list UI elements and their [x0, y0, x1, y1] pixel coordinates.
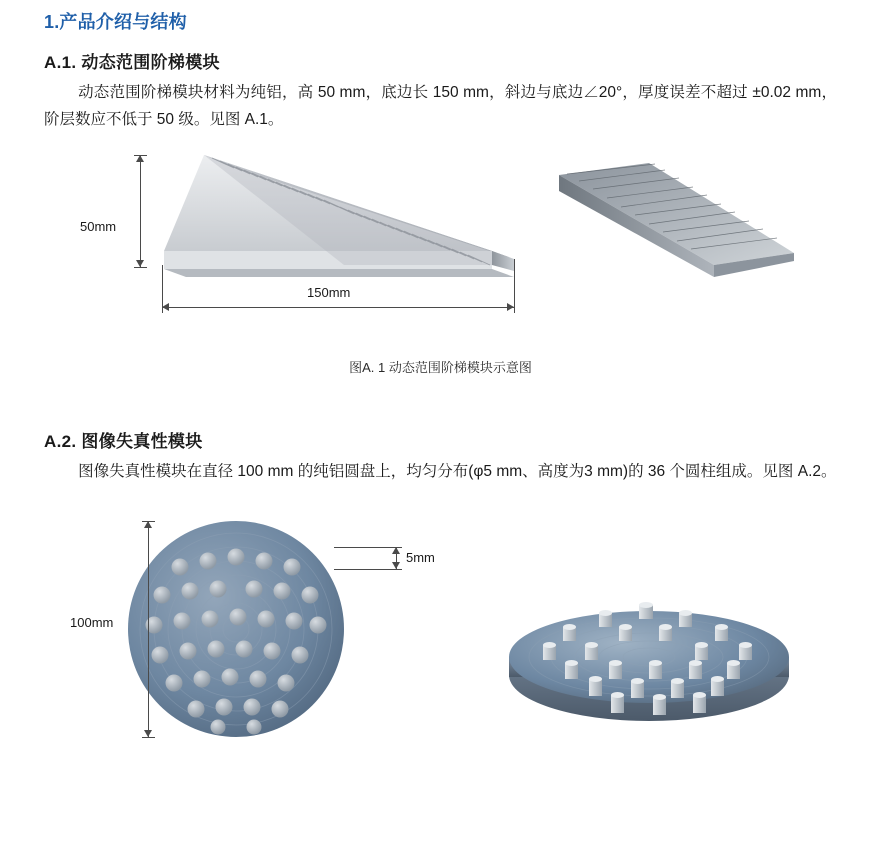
dimension-line-diameter — [148, 521, 149, 737]
dimension-arrow-down-3 — [392, 562, 400, 569]
dimension-tick-bottom — [134, 267, 147, 268]
dimension-line-base — [162, 307, 514, 308]
dimension-label-base: 150mm — [307, 285, 351, 301]
dimension-arrow-up-3 — [392, 547, 400, 554]
section-heading-a1: A.1. 动态范围阶梯模块 — [44, 53, 220, 72]
section-heading-a2: A.2. 图像失真性模块 — [44, 432, 203, 452]
page-title: 1.产品介绍与结构 — [44, 12, 187, 32]
dimension-arrow-right — [507, 303, 514, 311]
stepped-wedge-illustration-perspective — [539, 157, 819, 327]
dimension-arrow-down-2 — [144, 730, 152, 737]
section-paragraph-a1: 动态范围阶梯模块材料为纯铝，高 50 mm，底边长 150 mm，斜边与底边∠20°，厚度误差不超过 ±0.02 mm，阶层数应不低于 50 级。见图 A.1。 — [44, 84, 837, 129]
dimension-label-cylinder: 5mm — [406, 550, 435, 566]
distortion-disc-top-view — [114, 517, 374, 747]
dimension-arrow-up — [136, 155, 144, 162]
dimension-tick-top-2 — [142, 521, 155, 522]
dimension-label-diameter: 100mm — [70, 615, 114, 631]
dimension-line-height — [140, 155, 141, 267]
leader-line-bottom — [334, 569, 402, 570]
extension-line-right — [514, 259, 515, 313]
distortion-disc-perspective-view — [499, 547, 799, 747]
dimension-tick-top — [134, 155, 147, 156]
dimension-arrow-up-2 — [144, 521, 152, 528]
figure-a1-canvas — [44, 147, 837, 347]
figure-a1-caption: 图A. 1 动态范围阶梯模块示意图 — [349, 360, 532, 376]
dimension-arrow-left — [162, 303, 169, 311]
figure-a2 — [44, 507, 837, 757]
dimension-arrow-down — [136, 260, 144, 267]
figure-a1 — [44, 147, 837, 387]
dimension-tick-bottom-2 — [142, 737, 155, 738]
figure-a2-canvas — [44, 507, 837, 747]
section-paragraph-a2: 图像失真性模块在直径 100 mm 的纯铝圆盘上，均匀分布(φ5 mm、高度为3 mm)的 36 个圆柱组成。见图 A.2。 — [78, 463, 837, 481]
dimension-label-height: 50mm — [80, 219, 117, 235]
document-page — [0, 8, 881, 841]
